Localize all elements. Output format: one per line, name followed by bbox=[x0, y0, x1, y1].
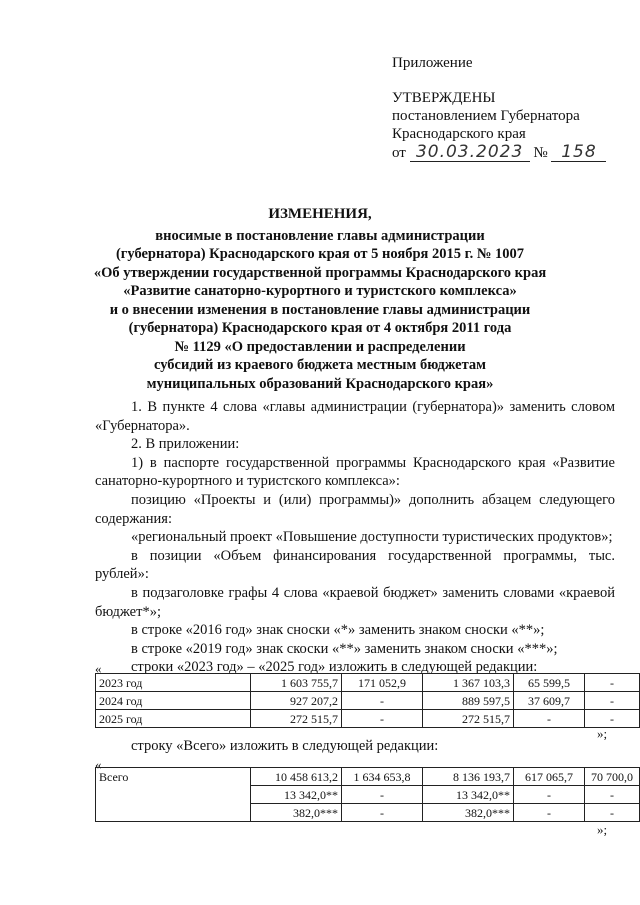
table-cell: 927 207,2 bbox=[251, 692, 342, 710]
paragraph-3: 1) в паспорте государственной программы Краснодарского края «Развитие санаторно-курортного и туристского комплекса»: bbox=[95, 454, 615, 490]
table-cell: 889 597,5 bbox=[423, 692, 514, 710]
document-body bbox=[95, 398, 615, 677]
handwritten-date: 30.03.2023 bbox=[410, 143, 530, 162]
paragraph-10: строки «2023 год» – «2025 год» изложить в следующей редакции: bbox=[131, 659, 538, 676]
heading-line: «Развитие санаторно-курортного и туристского комплекса» bbox=[123, 283, 517, 299]
paragraph-7: в подзаголовке графы 4 слова «краевой бюджет» заменить словами «краевой бюджет*»; bbox=[95, 584, 615, 620]
table-cell: 70 700,0 bbox=[585, 768, 640, 786]
table-cell: - bbox=[342, 692, 423, 710]
table-cell: 2025 год bbox=[96, 710, 251, 728]
document-heading bbox=[40, 205, 600, 393]
table-total bbox=[95, 767, 640, 822]
table-cell: 2024 год bbox=[96, 692, 251, 710]
paragraph-2: 2. В приложении: bbox=[131, 436, 240, 453]
table-cell bbox=[96, 786, 251, 804]
table-cell: 1 367 103,3 bbox=[423, 674, 514, 692]
approved-region: Краснодарского края bbox=[392, 126, 526, 142]
table-cell: - bbox=[514, 786, 585, 804]
heading-line: вносимые в постановление главы администрации bbox=[155, 227, 485, 244]
approved-label: УТВЕРЖДЕНЫ bbox=[392, 90, 496, 106]
table2-close-quote: »; bbox=[597, 822, 608, 837]
table-years bbox=[95, 673, 640, 728]
table-cell: 1 603 755,7 bbox=[251, 674, 342, 692]
paragraph-4: позицию «Проекты и (или) программы)» дополнить абзацем следующего содержания: bbox=[95, 491, 615, 527]
table-row bbox=[96, 710, 640, 728]
heading-line: № 1129 «О предоставлении и распределении bbox=[174, 338, 466, 355]
table-row bbox=[96, 768, 640, 786]
table-cell: 1 634 653,8 bbox=[342, 768, 423, 786]
from-label: от bbox=[392, 145, 406, 161]
number-label: № bbox=[533, 145, 548, 161]
table-cell: 272 515,7 bbox=[423, 710, 514, 728]
heading-line: муниципальных образований Краснодарского края» bbox=[146, 375, 494, 392]
table-cell: 8 136 193,7 bbox=[423, 768, 514, 786]
table-cell: Всего bbox=[96, 768, 251, 786]
table-cell: - bbox=[342, 710, 423, 728]
paragraph-5: «региональный проект «Повышение доступности туристических продуктов»; bbox=[131, 529, 613, 546]
paragraph-6: в позиции «Объем финансирования государственной программы, тыс. рублей»: bbox=[95, 547, 615, 583]
table-cell: 382,0*** bbox=[251, 804, 342, 822]
table-cell: - bbox=[342, 804, 423, 822]
paragraph-8: в строке «2016 год» знак сноски «*» заменить знаком сноски «**»; bbox=[131, 622, 545, 639]
paragraph-1: 1. В пункте 4 слова «главы администрации (губернатора)» заменить словом «Губернатора». bbox=[95, 399, 615, 434]
approval-date-line bbox=[392, 143, 632, 162]
table2-open-quote: « bbox=[95, 757, 102, 772]
table-cell: - bbox=[585, 786, 640, 804]
heading-line: и о внесении изменения в постановление главы администрации bbox=[109, 301, 531, 318]
appendix-label: Приложение bbox=[392, 55, 473, 71]
table-cell: 272 515,7 bbox=[251, 710, 342, 728]
table1-open-quote: « bbox=[95, 661, 102, 676]
heading-line: (губернатора) Краснодарского края от 4 октября 2011 года bbox=[128, 320, 512, 336]
table-cell: 37 609,7 bbox=[514, 692, 585, 710]
table-cell: - bbox=[585, 804, 640, 822]
heading-title: ИЗМЕНЕНИЯ, bbox=[268, 206, 372, 222]
table-cell: 65 599,5 bbox=[514, 674, 585, 692]
approval-block bbox=[392, 89, 632, 162]
table-cell: 382,0*** bbox=[423, 804, 514, 822]
table-row bbox=[96, 804, 640, 822]
heading-line: «Об утверждении государственной программы Краснодарского края bbox=[93, 264, 547, 281]
table-row bbox=[96, 674, 640, 692]
table-cell: - bbox=[514, 710, 585, 728]
table-cell: - bbox=[585, 692, 640, 710]
heading-line: (губернатора) Краснодарского края от 5 ноября 2015 г. № 1007 bbox=[115, 246, 525, 262]
table-cell: - bbox=[514, 804, 585, 822]
table-cell: - bbox=[342, 786, 423, 804]
table1-close-quote: »; bbox=[597, 726, 608, 741]
table-cell: 10 458 613,2 bbox=[251, 768, 342, 786]
table-cell: 13 342,0** bbox=[251, 786, 342, 804]
handwritten-number: 158 bbox=[551, 143, 606, 162]
table-cell: 617 065,7 bbox=[514, 768, 585, 786]
table-cell: - bbox=[585, 674, 640, 692]
approved-by-resolution: постановлением Губернатора bbox=[392, 108, 580, 124]
table-cell: 171 052,9 bbox=[342, 674, 423, 692]
paragraph-9: в строке «2019 год» знак скоски «**» заменить знаком сноски «***»; bbox=[131, 640, 558, 657]
table-row bbox=[96, 692, 640, 710]
table-cell: - bbox=[585, 710, 640, 728]
heading-line: субсидий из краевого бюджета местным бюджетам bbox=[153, 357, 487, 373]
table-row bbox=[96, 786, 640, 804]
table-cell: 13 342,0** bbox=[423, 786, 514, 804]
paragraph-11: строку «Всего» изложить в следующей редакции: bbox=[131, 738, 439, 754]
table-cell: 2023 год bbox=[96, 674, 251, 692]
table-cell bbox=[96, 804, 251, 822]
